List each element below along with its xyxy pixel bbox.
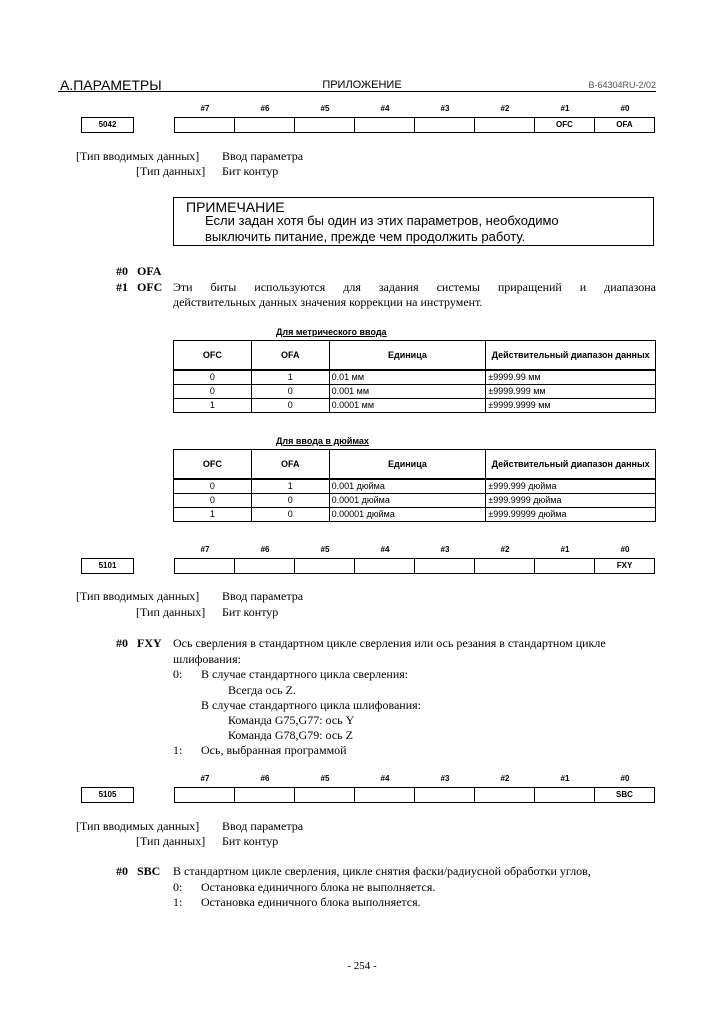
table-row [174,385,656,399]
header-doc-number: B-64304RU-2/02 [588,80,656,90]
bit-label: #4 [380,104,390,113]
bit-id: #0 [116,264,128,278]
bit-cell [294,558,355,574]
input-type-value: Ввод параметра [222,589,304,603]
table-cell: ±9999.999 мм [486,385,656,399]
table-row [174,479,656,494]
ofa-description-line: Эти биты используются для задания системы приращений и диапазона [173,280,656,294]
table-header-row [174,341,656,371]
header-appendix-title: ПРИЛОЖЕНИЕ [322,79,402,91]
table-cell: ±999.9999 дюйма [486,494,656,508]
bit-label: #7 [200,774,210,783]
bit-label: #5 [320,545,330,554]
bit-cell [414,117,475,133]
option-text: Остановка единичного блока не выполняется. [201,880,436,894]
option-subtext: Команда G78,G79: ось Z [228,728,353,742]
table-cell: 0 [174,479,252,494]
bit-cell [234,787,295,803]
page-number: - 254 - [347,960,377,972]
param-number: 5105 [81,787,134,803]
table-cell: 1 [251,370,329,385]
sbc-description-line: В стандартном цикле сверления, цикле снятия фаски/радиусной обработки углов, [173,864,591,878]
table-cell: ±999.99999 дюйма [486,508,656,522]
table-header: Единица [329,341,486,371]
inch-table-caption: Для ввода в дюймах [276,436,369,446]
table-cell: 0 [174,385,252,399]
bit-cell [234,558,295,574]
table-cell: 0 [174,370,252,385]
table-row [174,399,656,413]
bit-label: #6 [260,774,270,783]
table-cell: ±9999.9999 мм [486,399,656,413]
bit-label: #0 [620,545,630,554]
bit-cell [234,117,295,133]
table-cell: 0 [251,399,329,413]
table-header: Действительный диапазон данных [486,341,656,371]
table-cell: 0.001 дюйма [329,479,486,494]
bit-cell [354,558,415,574]
bit-labels [175,774,655,786]
bit-cell: OFA [594,117,655,133]
param-number: 5042 [81,117,134,133]
input-type-label: [Тип вводимых данных] [76,819,200,833]
table-row [174,370,656,385]
bit-label: #7 [200,545,210,554]
bit-label: #0 [620,104,630,113]
bit-label: #1 [560,104,570,113]
bit-cell [294,117,355,133]
bit-cells [174,558,655,572]
note-box [173,197,654,246]
bit-name: FXY [137,636,162,650]
option-text: В случае стандартного цикла сверления: [201,667,409,681]
metric-table-caption: Для метрического ввода [276,327,387,337]
table-cell: 1 [251,479,329,494]
note-text [205,213,559,245]
bit-label: #6 [260,545,270,554]
table-cell: ±9999.99 мм [486,370,656,385]
bit-label: #4 [380,545,390,554]
option-key: 0: [173,667,183,681]
bit-label: #2 [500,104,510,113]
table-cell: 1 [174,399,252,413]
data-type-label: [Тип данных] [136,834,206,848]
bit-label: #2 [500,545,510,554]
option-key: 0: [173,880,183,894]
bit-id: #1 [116,280,128,294]
table-header: OFA [251,450,329,480]
param-number: 5101 [81,558,134,574]
inch-table [173,449,656,522]
ofa-description-line: действительных данных значения коррекции на инструмент. [173,295,483,309]
bit-name: OFC [137,280,163,294]
bit-cell [474,558,535,574]
bit-label: #5 [320,774,330,783]
bit-label: #4 [380,774,390,783]
bit-cell: SBC [594,787,655,803]
bit-label: #7 [200,104,210,113]
bit-cell [294,787,355,803]
note-line: выключить питание, прежде чем продолжить работу. [205,229,526,244]
data-type-value: Бит контур [222,834,279,848]
bit-label: #3 [440,774,450,783]
option-key: 1: [173,895,183,909]
bit-cell [534,787,595,803]
bit-cell [174,787,235,803]
data-type-value: Бит контур [222,164,279,178]
bit-cell: FXY [594,558,655,574]
bit-cells [174,787,655,801]
bit-cell: OFC [534,117,595,133]
option-text: Ось, выбранная программой [201,743,347,757]
input-type-value: Ввод параметра [222,149,304,163]
bit-label: #5 [320,104,330,113]
bit-cell [354,787,415,803]
table-cell: 0 [251,494,329,508]
bit-cell [174,117,235,133]
table-cell: 0.001 мм [329,385,486,399]
bit-label: #1 [560,545,570,554]
note-line: Если задан хотя бы один из этих параметров, необходимо [205,213,559,228]
data-type-label: [Тип данных] [136,164,206,178]
table-cell: 0 [174,494,252,508]
data-type-label: [Тип данных] [136,605,206,619]
input-type-label: [Тип вводимых данных] [76,149,200,163]
table-header: Действительный диапазон данных [486,450,656,480]
table-cell: 0.0001 мм [329,399,486,413]
bit-labels [175,104,655,116]
bit-cell [414,787,475,803]
table-row [174,494,656,508]
bit-label: #1 [560,774,570,783]
bit-cell [474,117,535,133]
header-section-title: A.ПАРАМЕТРЫ [60,77,162,93]
bit-label: #3 [440,545,450,554]
bit-labels [175,545,655,557]
bit-name: OFA [137,264,162,278]
bit-cell [534,558,595,574]
table-row [174,508,656,522]
bit-cells [174,117,655,131]
table-cell: 0 [251,508,329,522]
table-cell: ±999.999 дюйма [486,479,656,494]
table-header: Единица [329,450,486,480]
header-rule [58,91,656,92]
note-title: ПРИМЕЧАНИЕ [186,199,285,215]
table-header: OFA [251,341,329,371]
bit-cell [474,787,535,803]
table-cell: 1 [174,508,252,522]
table-header: OFC [174,450,252,480]
table-cell: 0 [251,385,329,399]
data-type-value: Бит контур [222,605,279,619]
metric-table [173,340,656,413]
input-type-value: Ввод параметра [222,819,304,833]
option-subtext: Всегда ось Z. [228,683,296,697]
fxy-description-line: Ось сверления в стандартном цикле сверления или ось резания в стандартном цикле [173,636,606,650]
option-subtext: Команда G75,G77: ось Y [228,713,355,727]
bit-cell [354,117,415,133]
input-type-label: [Тип вводимых данных] [76,589,200,603]
bit-label: #0 [620,774,630,783]
option-text: Остановка единичного блока выполняется. [201,895,421,909]
bit-label: #2 [500,774,510,783]
fxy-description-line: шлифования: [173,652,241,666]
bit-id: #0 [116,864,128,878]
option-text: В случае стандартного цикла шлифования: [201,698,421,712]
option-key: 1: [173,743,183,757]
table-cell: 0.01 мм [329,370,486,385]
bit-label: #6 [260,104,270,113]
bit-id: #0 [116,636,128,650]
bit-cell [174,558,235,574]
table-header-row [174,450,656,480]
table-cell: 0.00001 дюйма [329,508,486,522]
bit-name: SBC [137,864,161,878]
bit-label: #3 [440,104,450,113]
bit-cell [414,558,475,574]
table-header: OFC [174,341,252,371]
table-cell: 0.0001 дюйма [329,494,486,508]
